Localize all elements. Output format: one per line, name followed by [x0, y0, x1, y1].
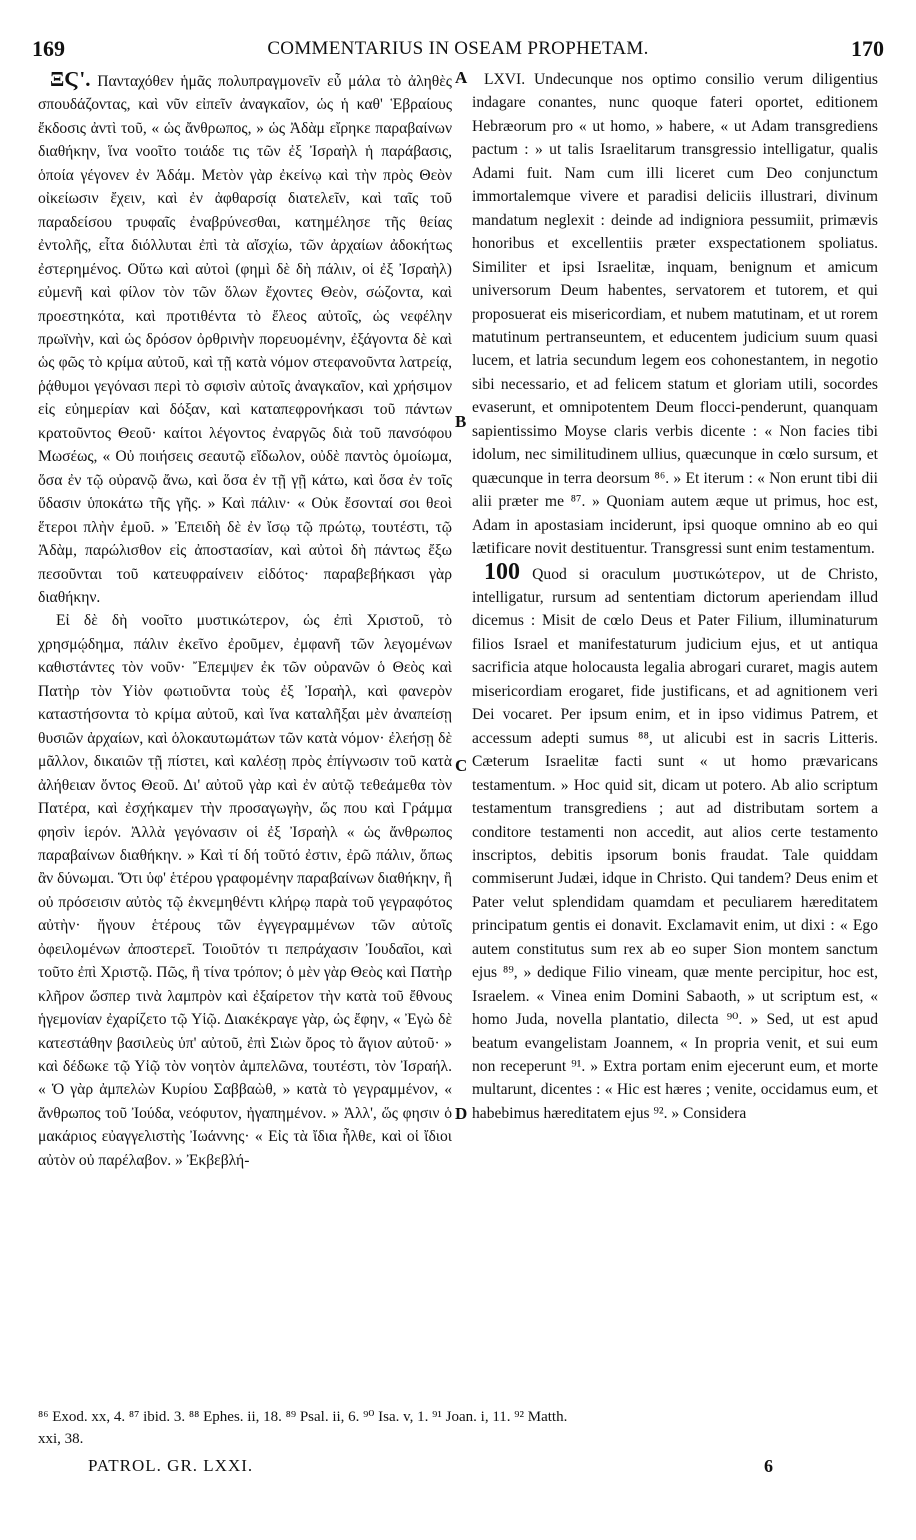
- series-footer: PATROL. GR. LXXI.: [88, 1456, 254, 1475]
- margin-letter-c: C: [455, 756, 468, 775]
- margin-letter-b: B: [455, 412, 467, 431]
- footnote-line-1: ⁸⁶ Exod. xx, 4. ⁸⁷ ibid. 3. ⁸⁸ Ephes. ii, 18. ⁸⁹ Psal. ii, 6. ⁹⁰ Isa. v, 1. ⁹¹ Joan. i, 11. ⁹² Matth.: [38, 1409, 568, 1425]
- running-title: COMMENTARIUS IN OSEAM PROPHETAM.: [267, 38, 649, 59]
- greek-section-marker: ΞϚ'.: [50, 68, 91, 91]
- footnote-line-2: xxi, 38.: [38, 1431, 84, 1447]
- latin-section-marker: LXVI.: [484, 71, 526, 88]
- greek-column: [38, 68, 452, 1396]
- latin-paragraph-1-text: Undecunque nos optimo consilio verum diligentius indagare conantes, nunc quoque fateri oportet, editionem Hebræorum pro « ut homo, » habere, « ut Adam transgrediens pactum : » ut talis Israelitarum transgressio intelligatur, qualis Adami fuit. Nam cum illi liceret cum Deo conjunctum immortalemque vivere et paradisi deliciis illustrari, divinum mandatum neglexit : deinde ad indigniora pessumiit, primævis honoribus et excellentiis præter exspectationem spoliatus. Similiter et ipsi Israelitæ, inquam, benignum et amicum universorum Deum habentes, servatorem et tutorem, et qui proposuerat eis misericordiam, et nubem matutinam, et ut rorem matutinum pertranseuntem, et educentem judicium suum quasi lucem, et latria secundum legem eos cohonestantem, in negotio sibi necessario, et ad felicem statum et gloriam utili, socordes evaserunt, et omnipotentem Deum flocci-penderunt, quanquam sapientissimo Moyse claris verbis dicente : « Non facies tibi idolum, nec similitudinem ullius, quæcunque in cœlo sursum, et quæcunque in terra deorsum ⁸⁶. » Et iterum : « Non erunt tibi dii alii præter me ⁸⁷. » Quoniam autem æque ut primus, hoc est, Adam in apostasiam inciderunt, ipsi quoque omnino ab eo qui lætificare novit destituentur. Transgressi sunt enim testamentum.: [472, 71, 878, 558]
- margin-letter-d: D: [455, 1104, 468, 1123]
- latin-paragraph-1: [472, 68, 878, 561]
- footnotes: [38, 1406, 880, 1450]
- page-header: [30, 34, 886, 68]
- latin-column: [472, 68, 878, 1396]
- margin-letter-a: A: [455, 68, 468, 87]
- latin-paragraph-2: [472, 558, 878, 1126]
- page-number-right: 170: [851, 36, 884, 61]
- greek-paragraph-1: [38, 68, 452, 609]
- latin-paragraph-2-text: Quod si oraculum μυστικώτερον, ut de Christo, intelligatur, rursum ad sententiam dictorum aperiendam illud dicemus : Misit de cœlo Deus et Pater Filium, illuminaturum filios Israel et manifestaturum judicium ejus, et ut antiqua sacrificia atque holocausta legalia abrogari curaret, magis autem misericordiam erogaret, fide justificans, et ad agnitionem veri Dei vocaret. Per ipsum enim, et in ipso vidimus Patrem, et accessum adepti sumus ⁸⁸, ut alicubi est in sacris Litteris. Cæterum Israelitæ facti sunt « ut homo prævaricans testamentum. » Hoc quid sit, dicam ut potero. Ab alio scriptum testamentum transgrediens ; aut ad distributam sortem a conditore testamenti non accedit, aut alios certe testamento inscriptos, debitis ipsorum bonis fraudat. Tale quiddam commiserunt Judæi, idque in Christo. Qui tandem? Deus enim et Pater velut splendidam quamdam et peculiarem hæreditatem principatum gentis ei donavit. Exclamavit enim, ut dixi : « Ego autem constitutus sum rex ab eo super Sion montem sanctum ejus ⁸⁹, » dedique Filio vineam, quæ mente percipitur, hoc est, Israelem. « Vinea enim Domini Sabaoth, » ut scriptum est, « homo Juda, novella plantatio, dilecta ⁹⁰. » Sed, ut est apud beatum evangelistam Joannem, « In propria venit, et sui eum non receperunt ⁹¹. » Extra portam enim ejecerunt eum, et morte multarunt, dicentes : « Hic est hæres ; venite, occidamus eum, et habebimus hæreditatem ejus ⁹². » Considera: [472, 565, 878, 1122]
- greek-paragraph-1-text: Πανταχόθεν ἡμᾶς πολυπραγμονεῖν εὖ μάλα τὸ ἀληθὲς σπουδάζοντας, καὶ νῦν εἰπεῖν ἀναγκαῖον, ὡς ἡ καθ' Ἑβραίους ἔκδοσις ἀντὶ τοῦ, « ὡς ἄνθρωπος, » ὡς Ἀδὰμ εἴρηκε παραβαίνων διαθήκην, ἵνα νοοῖτο τοιάδε τις τῶν ἐξ Ἰσραὴλ ἡ παράβασις, ὁποία γέγονεν ἐν Ἀδάμ. Μετὸν γὰρ ἐκείνῳ καὶ τὴν πρὸς Θεὸν οἰκείωσιν ἔχειν, καὶ ἐν ἀφθαρσίᾳ διατελεῖν, καὶ ταῖς τοῦ παραδείσου τρυφαῖς ἐναβρύνεσθαι, κατημέλησε τῆς θείας ἐντολῆς, εἶτα διόλλυται ἐπὶ τὰ αἴσχίω, τῶν ἀρχαίων ἀδοκήτως ἐστερημένος. Οὕτω καὶ αὐτοὶ (φημὶ δὲ δὴ πάλιν, οἱ ἐξ Ἰσραὴλ) εὐμενῆ καὶ φίλον τὸν τῶν ὅλων ἔχοντες Θεὸν, σώζοντα, καὶ προεστηκότα, καὶ προτιθέντα τὸ ἔλεος αὐτοῖς, ὡς νεφέλην πρωϊνὴν, καὶ ὡς δρόσον ὀρθρινὴν πορευομένην, ἐξάγοντα δὲ καὶ ὡς φῶς τὸ κρίμα αὐτοῦ, καὶ τῇ κατὰ νόμον στεφανοῦντα λατρείᾳ, ῥᾴθυμοι γεγόνασι περὶ τὸ σφισὶν αὐτοῖς ἀναγκαῖον, καὶ χρήσιμον εἰς εὐημερίαν καὶ δόξαν, καὶ καταπεφρονήκασι τοῦ πάντων κρατοῦντος Θεοῦ· καίτοι λέγοντος ἐναργῶς διὰ τοῦ πανσόφου Μωσέως, « Οὐ ποιήσεις σεαυτῷ εἴδωλον, οὐδὲ παντὸς ὁμοίωμα, ὅσα ἐν τῷ οὐρανῷ ἄνω, καὶ ὅσα ἐν τῇ γῇ κάτω, καὶ ὅσα ἐν τοῖς ὕδασιν ὑποκάτω τῆς γῆς. » Καὶ πάλιν· « Οὐκ ἔσονταί σοι θεοὶ ἕτεροι πλὴν ἐμοῦ. » Ἐπειδὴ δὲ ἐν ἴσῳ τῷ πρώτῳ, τουτέστι, τῷ Ἀδὰμ, παρώλισθον εἰς ἀποστασίαν, καὶ αὐτοὶ δὴ πάντως ἔξω πεσοῦνται τοῦ κατευφραίνειν εἰδότος· παραβεβήκασι γὰρ διαθήκην.: [38, 73, 452, 606]
- greek-paragraph-2: Εἰ δὲ δὴ νοοῖτο μυστικώτερον, ὡς ἐπὶ Χριστοῦ, τὸ χρησμῴδημα, πάλιν ἐκεῖνο ἐροῦμεν, ἐμφανῆ τῶν λεγομένων καθιστάντες τὸν νοῦν· Ἔπεμψεν ἐκ τῶν οὐρανῶν ὁ Θεὸς καὶ Πατὴρ τὸν Υἱὸν φωτιοῦντα τοὺς ἐξ Ἰσραὴλ, καὶ φανερὸν καταστήσοντα τὸ κρίμα αὐτοῦ, καὶ ἵνα καταλῆξαι μὲν ἀναπείσῃ θυσιῶν ἀρχαίων, καὶ ὁλοκαυτωμάτων τῶν κατὰ νόμον· ἐλεήσῃ δὲ μᾶλλον, δικαιῶν τῇ πίστει, καὶ καλέσῃ πρὸς ἐπίγνωσιν τοῦ κατὰ ἀλήθειαν ὄντος Θεοῦ. Δι' αὐτοῦ γὰρ καὶ ἐν αὐτῷ τεθεάμεθα τὸν Πατέρα, καὶ ἐσχήκαμεν τὴν προσαγωγὴν, ὥς που καὶ Γράμμα φησὶν ἱερόν. Ἀλλὰ γεγόνασιν οἱ ἐξ Ἰσραὴλ « ὡς ἄνθρωπος παραβαίνων διαθήκην. » Καὶ τί δή τοῦτό ἐστιν, ἐρῶ πάλιν, ὅπως ἂν δύνωμαι. Ὅτι ὑφ' ἑτέρου γραφομένην παραβαίνων διαθήκην, ἢ οὐ πρόσεισιν αὐτὸς τῷ ἐκνεμηθέντι κλήρῳ παρὰ τοῦ γεγραφότος αὐτὴν· ἤγουν ἑτέρους τῶν ἐγγεγραμμένων τῶν αὐτοῖς ὀφειλομένων ἀποστερεῖ. Τοιοῦτόν τι πεπράχασιν Ἰουδαῖοι, καὶ τοῦτο ἐπὶ Χριστῷ. Πῶς, ἢ τίνα τρόπον; ὁ μὲν γὰρ Θεὸς καὶ Πατὴρ κλῆρον ὥσπερ τινὰ λαμπρὸν καὶ ἐξαίρετον τὴν κατὰ τοῦ ἔθνους ἡγεμονίαν ἐχαρίζετο τῷ Υἱῷ. Διακέκραγε γὰρ, ὡς ἔφην, « Ἐγὼ δὲ κατεστάθην βασιλεὺς ὑπ' αὐτοῦ, ἐπὶ Σιὼν ὄρος τὸ ἅγιον αὐτοῦ· » καὶ δέδωκε τῷ Υἱῷ τὸν νοητὸν ἀμπελῶνα, τουτέστι, τὸν Ἰσραήλ. « Ὁ γὰρ ἀμπελὼν Κυρίου Σαββαὼθ, » κατὰ τὸ γεγραμμένον, « ἄνθρωπος τοῦ Ἰούδα, νεόφυτον, ἠγαπημένον. » Ἀλλ', ὥς φησιν ὁ μακάριος εὐαγγελιστὴς Ἰωάννης· « Εἰς τὰ ἴδια ἦλθε, καὶ οἱ ἴδιοι αὐτὸν οὐ παρέλαβον. » Ἐκβεβλή-: [38, 612, 452, 1169]
- page-number-left: 169: [32, 36, 65, 61]
- section-number: 100: [484, 558, 520, 585]
- signature-number: 6: [764, 1456, 773, 1476]
